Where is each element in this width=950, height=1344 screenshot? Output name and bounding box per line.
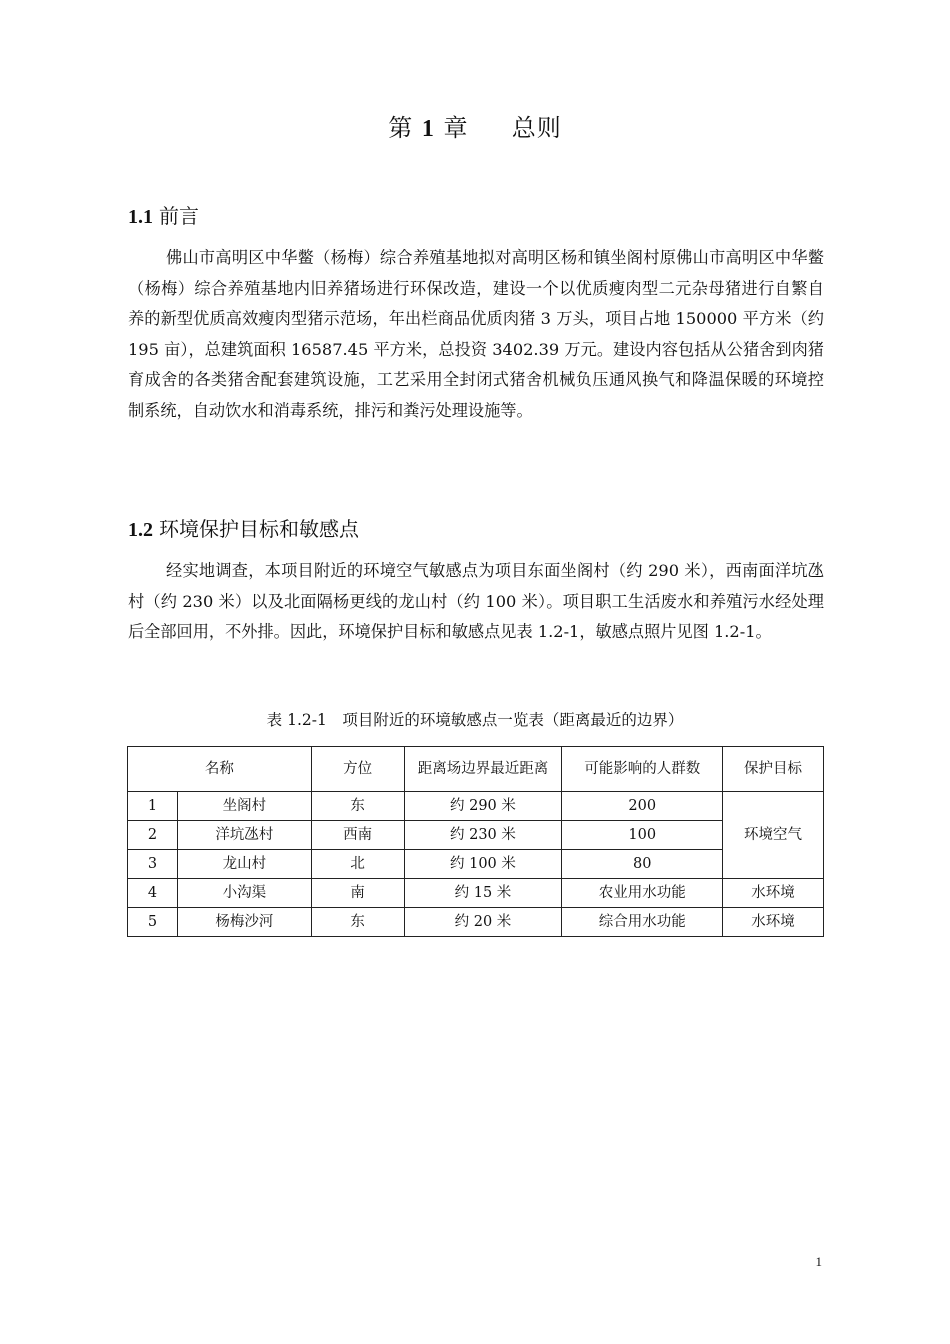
chapter-title [0,108,950,143]
cell-no: 5 [128,908,178,937]
cell-direction: 北 [311,850,404,879]
cell-no: 4 [128,879,178,908]
header-population: 可能影响的人群数 [562,747,723,792]
cell-direction: 南 [311,879,404,908]
table-row [128,879,824,908]
cell-distance: 约 100 米 [404,850,562,879]
page-number: 1 [815,1254,822,1269]
cell-direction: 西南 [311,821,404,850]
cell-name: 杨梅沙河 [177,908,311,937]
cell-target-merged: 环境空气 [723,792,824,879]
chapter-number: 1 [421,116,435,142]
section-paragraph-targets: 经实地调查，本项目附近的环境空气敏感点为项目东面坐阁村（约 290 米），西南面洋坑氹村（约 230 米）以及北面隔杨更线的龙山村（约 100 米）。项目职工生活废水和养殖污水经处理后全部回用，不外排。因此，环境保护目标和敏感点见表 1.2-1，敏感点照片见图 1.2-1。 [128,561,824,641]
cell-direction: 东 [311,908,404,937]
table-row [128,850,824,879]
cell-no: 1 [128,792,178,821]
cell-name: 小沟渠 [177,879,311,908]
cell-distance: 约 230 米 [404,821,562,850]
section-title: 环境保护目标和敏感点 [159,517,359,541]
table-row [128,792,824,821]
chapter-name: 总则 [511,114,562,142]
table-row [128,821,824,850]
chapter-prefix: 第 [388,114,414,142]
cell-no: 2 [128,821,178,850]
cell-target: 水环境 [723,908,824,937]
cell-distance: 约 290 米 [404,792,562,821]
header-distance: 距离场边界最近距离 [404,747,562,792]
section-paragraph-preface: 佛山市高明区中华鳖（杨梅）综合养殖基地拟对高明区杨和镇坐阁村原佛山市高明区中华鳖（杨梅）综合养殖基地内旧养猪场进行环保改造，建设一个以优质瘦肉型二元杂母猪进行自繁自养的新型优质高效瘦肉型猪示范场，年出栏商品优质肉猪 3 万头，项目占地 150000 平方米（约 195 亩），总建筑面积 16587.45 平方米，总投资 3402.39 万元。建设内容包括从公猪舍到肉猪育成舍的各类猪舍配套建筑设施，工艺采用全封闭式猪舍机械负压通风换气和降温保暖的环境控制系统，自动饮水和消毒系统，排污和粪污处理设施等。 [128,248,824,420]
chapter-suffix: 章 [443,114,469,142]
section-number: 1.2 [128,519,153,541]
sensitive-points-table [127,746,824,937]
cell-distance: 约 20 米 [404,908,562,937]
table-header-row [128,747,824,792]
cell-name: 龙山村 [177,850,311,879]
table-row [128,908,824,937]
cell-name: 坐阁村 [177,792,311,821]
cell-population: 农业用水功能 [562,879,723,908]
table-caption: 表 1.2-1 项目附近的环境敏感点一览表（距离最近的边界） [266,711,684,729]
cell-population: 综合用水功能 [562,908,723,937]
cell-target: 水环境 [723,879,824,908]
header-name: 名称 [128,747,312,792]
cell-name: 洋坑氹村 [177,821,311,850]
cell-population: 80 [562,850,723,879]
cell-no: 3 [128,850,178,879]
cell-population: 100 [562,821,723,850]
section-number: 1.1 [128,206,153,228]
header-target: 保护目标 [723,747,824,792]
header-direction: 方位 [311,747,404,792]
cell-distance: 约 15 米 [404,879,562,908]
cell-direction: 东 [311,792,404,821]
cell-population: 200 [562,792,723,821]
section-heading-1-1 [128,200,199,229]
section-title: 前言 [159,204,199,228]
section-heading-1-2 [128,513,359,542]
